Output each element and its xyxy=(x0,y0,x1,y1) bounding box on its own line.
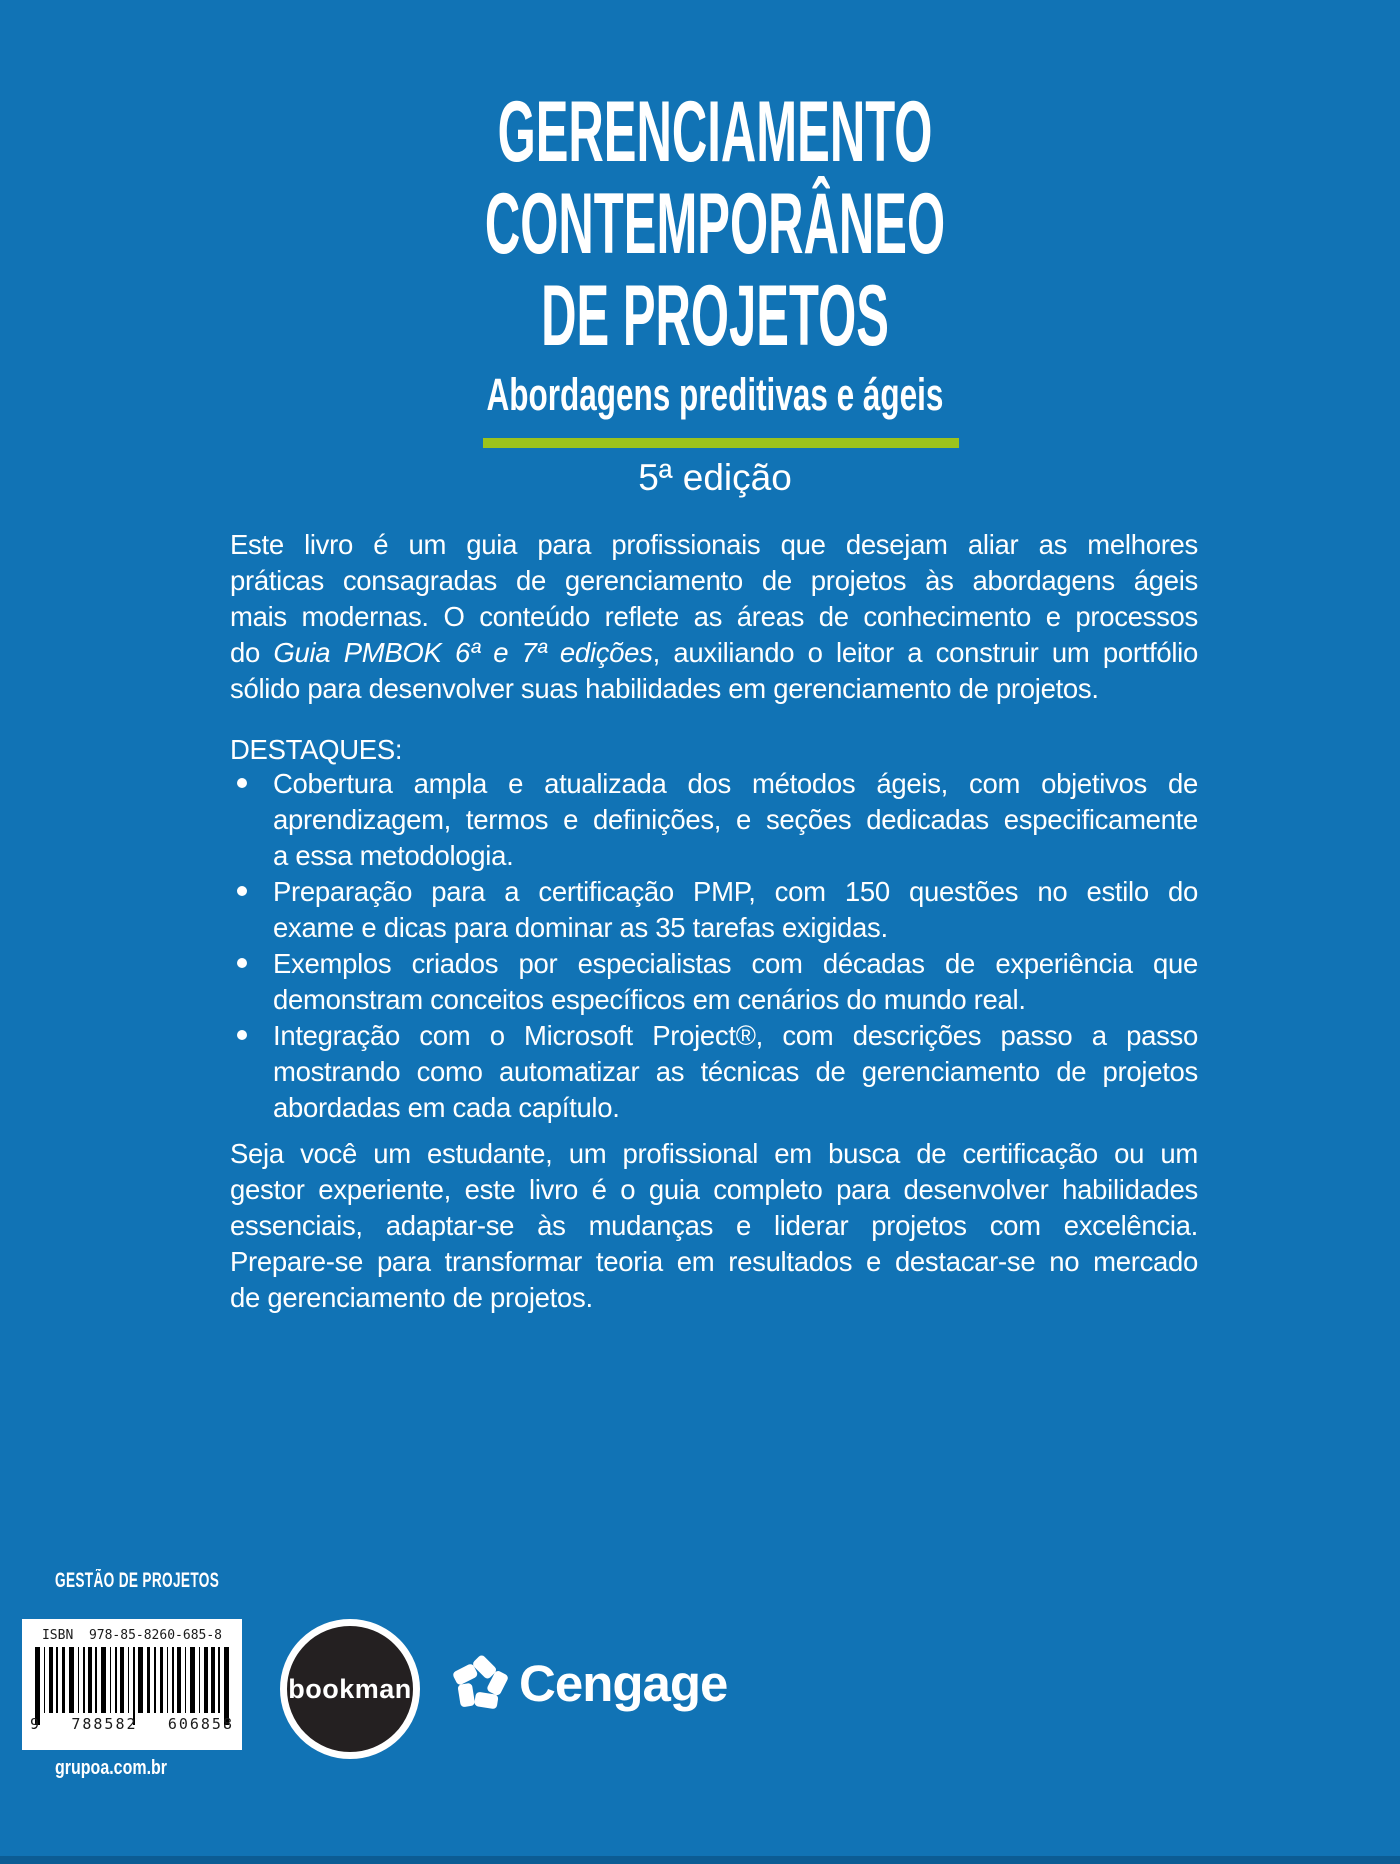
intro-line4-post: , auxiliando o leitor a construir um portfólio xyxy=(652,637,1198,668)
highlight-line: Integração com o Microsoft Project®, com descrições passo a passo xyxy=(273,1020,1198,1051)
title-line-1: GERENCIAMENTO xyxy=(497,84,933,180)
book-title xyxy=(230,86,1200,362)
barcode-bar xyxy=(101,1647,106,1713)
highlight-item xyxy=(230,766,1198,874)
closing-line: Prepare-se para transformar teoria em resultados e destacar-se no mercado xyxy=(230,1246,1198,1277)
closing-line: gestor experiente, este livro é o guia completo para desenvolver habilidades xyxy=(230,1174,1198,1205)
highlight-line: exame e dicas para dominar as 35 tarefas exigidas. xyxy=(273,912,888,943)
barcode-bar xyxy=(69,1647,74,1713)
barcode-bar xyxy=(138,1647,143,1713)
highlight-line: Preparação para a certificação PMP, com 150 questões no estilo do xyxy=(273,876,1198,907)
barcode-digit-group2: 606858 xyxy=(167,1715,234,1733)
closing-line: Seja você um estudante, um profissional em busca de certificação ou um xyxy=(230,1138,1198,1169)
intro-line: mais modernas. O conteúdo reflete as áreas de conhecimento e processos xyxy=(230,601,1198,632)
barcode-bar xyxy=(56,1647,58,1713)
highlight-line: demonstram conceitos específicos em cenários do mundo real. xyxy=(273,984,1026,1015)
bookman-logo-text: bookman xyxy=(288,1673,412,1704)
barcode-bar xyxy=(199,1647,201,1713)
closing-line: de gerenciamento de projetos. xyxy=(230,1282,593,1313)
accent-underline xyxy=(483,438,959,448)
publisher-website: grupoa.com.br xyxy=(55,1757,168,1779)
highlight-line: aprendizagem, termos e definições, e seções dedicadas especificamente xyxy=(273,804,1198,835)
book-subtitle: Abordagens preditivas e ágeis xyxy=(486,369,944,420)
intro-line: sólido para desenvolver suas habilidades em gerenciamento de projetos. xyxy=(230,673,1099,704)
barcode-bar xyxy=(78,1647,80,1713)
isbn-label: ISBN 978-85-8260-685-8 xyxy=(41,1628,222,1643)
barcode-bar xyxy=(83,1647,85,1713)
barcode-bar xyxy=(133,1647,135,1725)
highlight-line: Exemplos criados por especialistas com décadas de experiência que xyxy=(273,948,1198,979)
barcode-bar xyxy=(44,1647,46,1713)
barcode-bar xyxy=(110,1647,112,1713)
bookman-logo xyxy=(280,1619,420,1759)
highlight-line: a essa metodologia. xyxy=(273,840,514,871)
intro-line: práticas consagradas de gerenciamento de projetos às abordagens ágeis xyxy=(230,565,1198,596)
barcode-bar xyxy=(224,1647,229,1725)
barcode-bar xyxy=(128,1647,130,1713)
highlight-line: Cobertura ampla e atualizada dos métodos ágeis, com objetivos de xyxy=(273,768,1198,799)
highlight-line: abordadas em cada capítulo. xyxy=(273,1092,620,1123)
cengage-logo-text: Cengage xyxy=(519,1655,728,1712)
barcode-bar xyxy=(62,1647,65,1713)
barcode-bar xyxy=(49,1647,52,1713)
cengage-star-icon xyxy=(451,1655,509,1713)
highlights-label: DESTAQUES: xyxy=(230,734,403,765)
barcode-bar xyxy=(154,1647,156,1713)
closing-paragraph xyxy=(230,1136,1198,1316)
barcode-bar xyxy=(218,1647,220,1713)
category-label: GESTÃO DE PROJETOS xyxy=(55,1569,220,1592)
highlight-item xyxy=(230,874,1198,946)
highlight-item xyxy=(230,1018,1198,1126)
intro-line: Este livro é um guia para profissionais que desejam aliar as melhores xyxy=(230,529,1198,560)
barcode-bar xyxy=(95,1647,97,1713)
isbn-barcode xyxy=(22,1619,242,1750)
barcode-digit-group1: 788582 xyxy=(71,1715,138,1733)
barcode-bar xyxy=(35,1647,40,1725)
cover-bottom-edge xyxy=(0,1856,1400,1864)
intro-line4-pre: do xyxy=(230,637,274,668)
highlights-list xyxy=(230,766,1198,1126)
barcode-bar xyxy=(160,1647,163,1713)
barcode-digit-left: 9 xyxy=(30,1715,42,1733)
title-line-3: DE PROJETOS xyxy=(541,268,889,364)
barcode-bar xyxy=(167,1647,169,1713)
barcode-bar xyxy=(88,1647,91,1713)
barcode-bar xyxy=(115,1647,117,1713)
barcode-bar xyxy=(190,1647,195,1713)
highlight-line: mostrando como automatizar as técnicas de gerenciamento de projetos xyxy=(273,1056,1198,1087)
barcode-bar xyxy=(177,1647,180,1713)
cengage-logo xyxy=(451,1655,727,1713)
barcode-bar xyxy=(211,1647,214,1713)
barcode-bars xyxy=(35,1647,229,1713)
barcode-bar xyxy=(185,1647,187,1713)
intro-line xyxy=(230,635,1198,671)
barcode-bar xyxy=(147,1647,150,1713)
intro-line4-italic: Guia PMBOK 6ª e 7ª edições xyxy=(273,637,653,668)
barcode-bar xyxy=(120,1647,123,1713)
barcode-digits xyxy=(30,1715,234,1733)
edition-label: 5ª edição xyxy=(638,457,792,498)
closing-line: essenciais, adaptar-se às mudanças e liderar projetos com excelência. xyxy=(230,1210,1198,1241)
highlight-item xyxy=(230,946,1198,1018)
barcode-bar xyxy=(204,1647,207,1713)
title-line-2: CONTEMPORÂNEO xyxy=(484,176,946,272)
intro-paragraph xyxy=(230,527,1198,707)
barcode-bar xyxy=(172,1647,174,1713)
